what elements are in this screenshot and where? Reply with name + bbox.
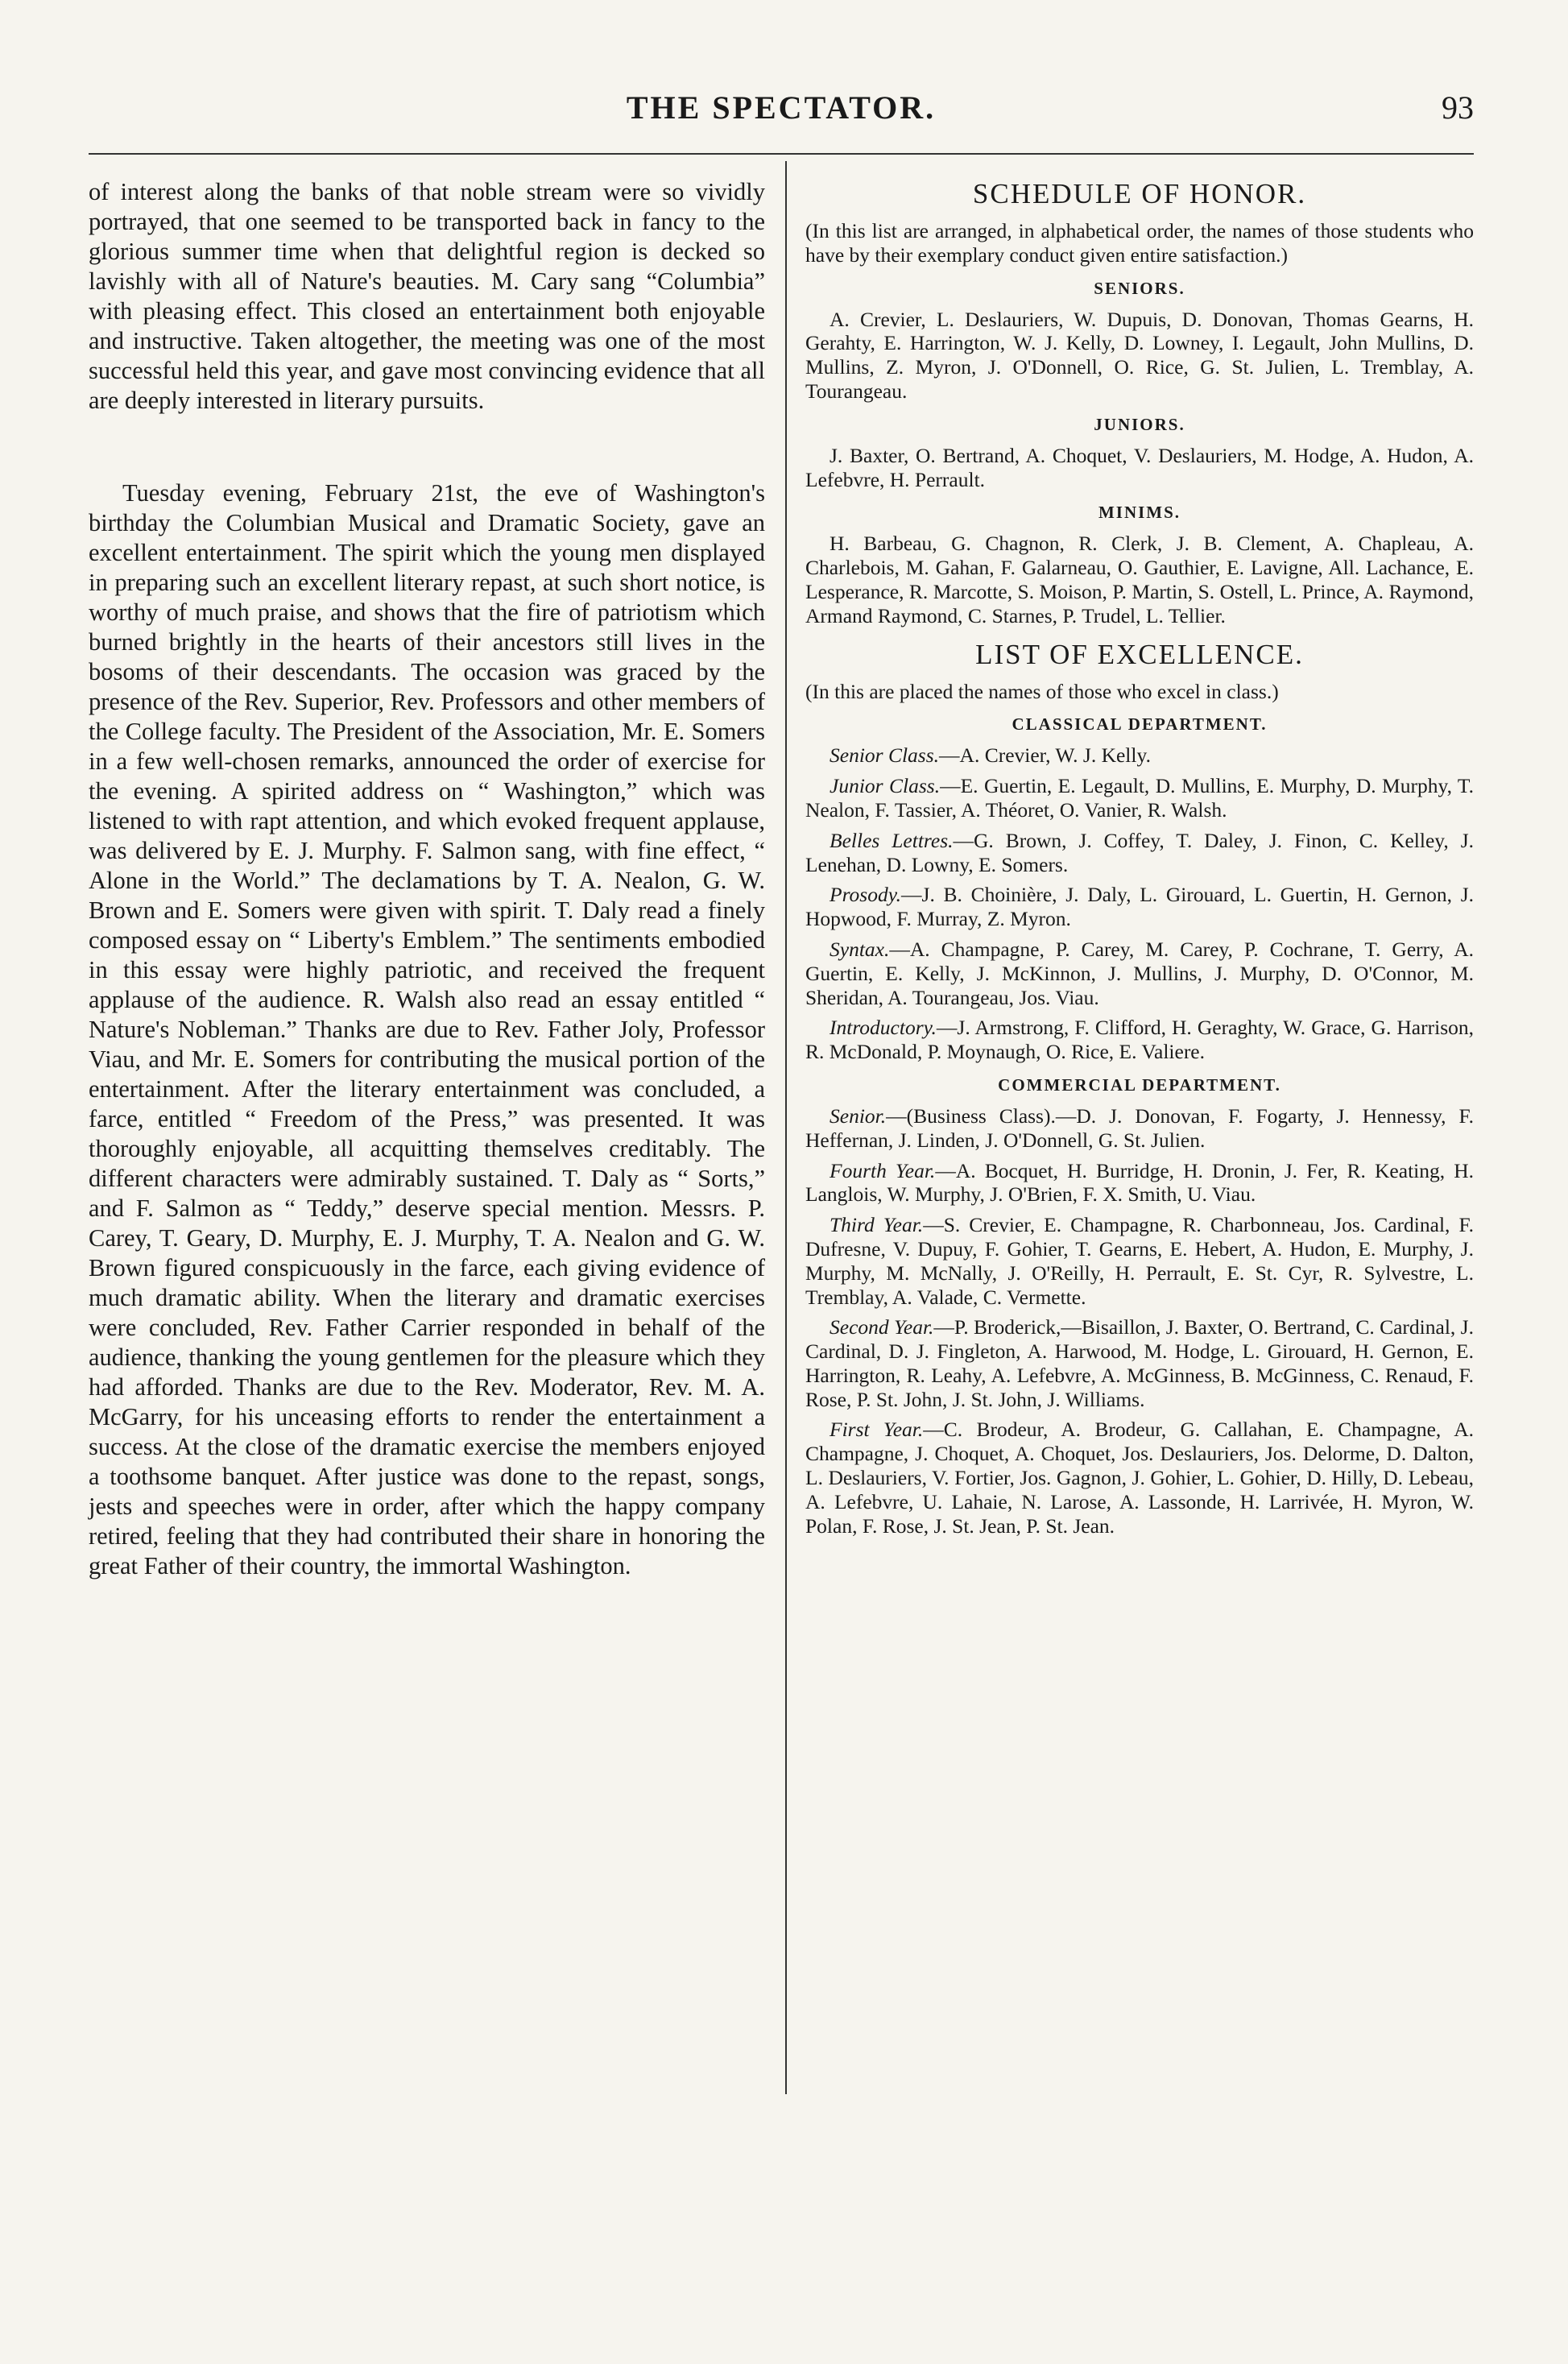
- honor-title: SCHEDULE OF HONOR.: [972, 178, 1307, 209]
- class-label: Senior Class.: [830, 743, 940, 768]
- classical-heading: CLASSICAL DEPARTMENT.: [1012, 714, 1268, 735]
- class-names: —A. Champagne, P. Carey, M. Carey, P. Cochrane, T. Gerry, A. Guertin, E. Kelly, J. McKinnon, J. Mullins, J. Murphy, D. O'Connor, M. Sheridan, A. Tourangeau, Jos. Viau.: [805, 937, 1474, 1009]
- class-entry: [805, 743, 1474, 768]
- class-entry: [805, 1104, 1474, 1153]
- honor-note: (In this list are arranged, in alphabetical order, the names of those students who have by their exemplary conduct given entire satisfaction.): [805, 219, 1474, 267]
- class-label: Introductory.: [830, 1016, 937, 1040]
- class-label: Junior Class.: [830, 774, 941, 798]
- right-column: [805, 177, 1474, 1544]
- running-title: THE SPECTATOR.: [626, 89, 937, 126]
- class-label: Fourth Year.: [830, 1158, 936, 1182]
- classical-entries: [805, 743, 1474, 1064]
- excellence-note: (In this are placed the names of those who excel in class.): [805, 679, 1279, 703]
- class-names: —C. Brodeur, A. Brodeur, G. Callahan, E. Champagne, A. Champagne, J. Choquet, A. Choquet, Jos. Deslauriers, Jos. Delorme, D. Dalton, L. Deslauriers, V. Fortier, Jos. Gagnon, J. Gohier, L. Gohier, D. Hilly, D. Lebeau, A. Lefebvre, U. Lahaie, N. Larose, A. Lassonde, H. Larrivée, H. Myron, W. Polan, F. Rose, J. St. Jean, P. St. Jean.: [805, 1418, 1474, 1538]
- commercial-entries: [805, 1104, 1474, 1538]
- class-names: —P. Broderick,—Bisaillon, J. Baxter, O. Bertrand, C. Cardinal, J. Cardinal, D. J. Fingleton, A. Harwood, M. Hodge, L. Girouard, H. Gernon, E. Harrington, R. Leahy, A. Lefebvre, A. McGinness, B. McGinness, C. Renaud, F. Rose, P. St. John, J. St. John, J. Williams.: [805, 1315, 1474, 1411]
- article-paragraph-washington: Tuesday evening, February 21st, the eve of Washington's birthday the Columbian Musical and Dramatic Society, gave an excellent entertainment. The spirit which the young men displayed in preparing such an excellent literary repast, at such short notice, is worthy of much praise, and shows that the fire of patriotism which burned brightly in the hearts of their ancestors still lives in the bosoms of their descendants. The occasion was graced by the presence of the Rev. Superior, Rev. Professors and other members of the College faculty. The President of the Association, Mr. E. Somers in a few well-chosen remarks, announced the order of exercise for the evening. A spirited address on “ Washington,” which was listened to with rapt attention, and which evoked frequent applause, was delivered by E. J. Murphy. F. Salmon sang, with fine effect, “ Alone in the World.” The declamations by T. A. Nealon, G. W. Brown and E. Somers were given with spirit. T. Daly read a finely composed essay on “ Liberty's Emblem.” The sentiments embodied in this essay were highly patriotic, and received the frequent applause of the audience. R. Walsh also read an essay entitled “ Nature's Nobleman.” Thanks are due to Rev. Father Joly, Professor Viau, and Mr. E. Somers for contributing the musical portion of the entertainment. After the literary entertainment was concluded, a farce, entitled “ Freedom of the Press,” was presented. It was thoroughly enjoyable, all acquitting themselves creditably. The different characters were admirably sustained. T. Daly as “ Sorts,” and F. Salmon as “ Teddy,” deserve special mention. Messrs. P. Carey, T. Geary, D. Murphy, E. J. Murphy, T. A. Nealon and G. W. Brown figured conspicuously in the farce, each giving evidence of much dramatic ability. When the literary and dramatic exercises were concluded, Rev. Father Carrier responded in behalf of the audience, thanking the young gentlemen for the pleasure which they had afforded. Thanks are due to the Rev. Moderator, Rev. M. A. McGarry, for his unceasing efforts to render the entertainment a success. At the close of the dramatic exercise the members enjoyed a toothsome banquet. After justice was done to the repast, songs, jests and speeches were in order, after which the happy company retired, feeling that they had contributed their share in honoring the great Father of their country, the immortal Washington.: [89, 479, 765, 1579]
- excellence-title: LIST OF EXCELLENCE.: [975, 638, 1304, 670]
- minims-heading: MINIMS.: [1098, 503, 1181, 523]
- seniors-heading: SENIORS.: [1094, 278, 1185, 298]
- page-number: 93: [1442, 89, 1474, 126]
- juniors-list: J. Baxter, O. Bertrand, A. Choquet, V. Deslauriers, M. Hodge, A. Hudon, A. Lefebvre, H. Perrault.: [805, 443, 1474, 491]
- header-rule: [89, 153, 1474, 155]
- class-entry: [805, 829, 1474, 877]
- minims-list: H. Barbeau, G. Chagnon, R. Clerk, J. B. Clement, A. Chapleau, A. Charlebois, M. Gahan, F. Galarneau, O. Gauthier, E. Lavigne, All. Lachance, E. Lesperance, R. Marcotte, S. Moison, P. Martin, S. Ostell, L. Prince, A. Raymond, Armand Raymond, C. Starnes, P. Trudel, L. Tellier.: [805, 532, 1474, 627]
- class-entry: [805, 1418, 1474, 1538]
- seniors-list: A. Crevier, L. Deslauriers, W. Dupuis, D. Donovan, Thomas Gearns, H. Gerahty, E. Harrington, W. J. Kelly, D. Lowney, I. Legault, John Mullins, D. Mullins, Z. Myron, J. O'Donnell, O. Rice, G. St. Julien, L. Tremblay, A. Tourangeau.: [805, 307, 1474, 403]
- class-names: —A. Crevier, W. J. Kelly.: [939, 743, 1151, 768]
- class-entry: [805, 774, 1474, 822]
- class-names: —G. Brown, J. Coffey, T. Daley, J. Finon, C. Kelley, J. Lenehan, D. Lowny, E. Somers.: [805, 828, 1474, 876]
- class-names: —J. Armstrong, F. Clifford, H. Geraghty, W. Grace, G. Harrison, R. McDonald, P. Moynaugh, O. Rice, E. Valiere.: [805, 1016, 1474, 1064]
- juniors-heading: JUNIORS.: [1094, 414, 1185, 434]
- column-rule: [785, 161, 787, 2094]
- class-label: Second Year.: [830, 1315, 934, 1339]
- class-label: Syntax.: [830, 937, 890, 961]
- class-entry: [805, 1213, 1474, 1309]
- class-names: —E. Guertin, E. Legault, D. Mullins, E. Murphy, D. Murphy, T. Nealon, F. Tassier, A. Théoret, O. Vanier, R. Walsh.: [805, 774, 1474, 822]
- class-names: —(Business Class).—D. J. Donovan, F. Fogarty, J. Hennessy, F. Heffernan, J. Linden, J. O'Donnell, G. St. Julien.: [805, 1103, 1474, 1152]
- class-label: Senior.: [830, 1103, 887, 1128]
- class-entry: [805, 938, 1474, 1009]
- running-head: [89, 89, 1474, 137]
- class-entry: [805, 883, 1474, 931]
- class-label: Belles Lettres.: [830, 828, 954, 852]
- class-entry: [805, 1315, 1474, 1411]
- class-names: —J. B. Choinière, J. Daly, L. Girouard, L. Guertin, H. Gernon, J. Hopwood, F. Murray, Z. Myron.: [805, 883, 1474, 931]
- class-entry: [805, 1159, 1474, 1207]
- article-paragraph-continued: of interest along the banks of that noble stream were so vividly portrayed, that one seemed to be transported back in fancy to the glorious summer time when that delightful region is decked so lavishly with all of Nature's beauties. M. Cary sang “Columbia” with pleasing effect. This closed an entertainment both enjoyable and instructive. Taken altogether, the meeting was one of the most successful held this year, and gave most convincing evidence that all are deeply interested in literary pursuits.: [89, 178, 765, 414]
- class-label: Prosody.: [830, 883, 902, 907]
- commercial-heading: COMMERCIAL DEPARTMENT.: [998, 1074, 1281, 1095]
- class-label: Third Year.: [830, 1213, 924, 1237]
- class-label: First Year.: [830, 1418, 924, 1442]
- class-names: —S. Crevier, E. Champagne, R. Charbonneau, Jos. Cardinal, F. Dufresne, V. Dupuy, F. Gohier, T. Gearns, E. Hebert, A. Hudon, E. Murphy, J. Murphy, M. McNally, J. O'Reilly, H. Perrault, E. St. Cyr, R. Sylvestre, L. Tremblay, A. Valade, C. Vermette.: [805, 1213, 1474, 1309]
- left-column: [89, 177, 765, 1581]
- class-names: —A. Bocquet, H. Burridge, H. Dronin, J. Fer, R. Keating, H. Langlois, W. Murphy, J. O'Brien, F. X. Smith, U. Viau.: [805, 1158, 1474, 1207]
- class-entry: [805, 1016, 1474, 1064]
